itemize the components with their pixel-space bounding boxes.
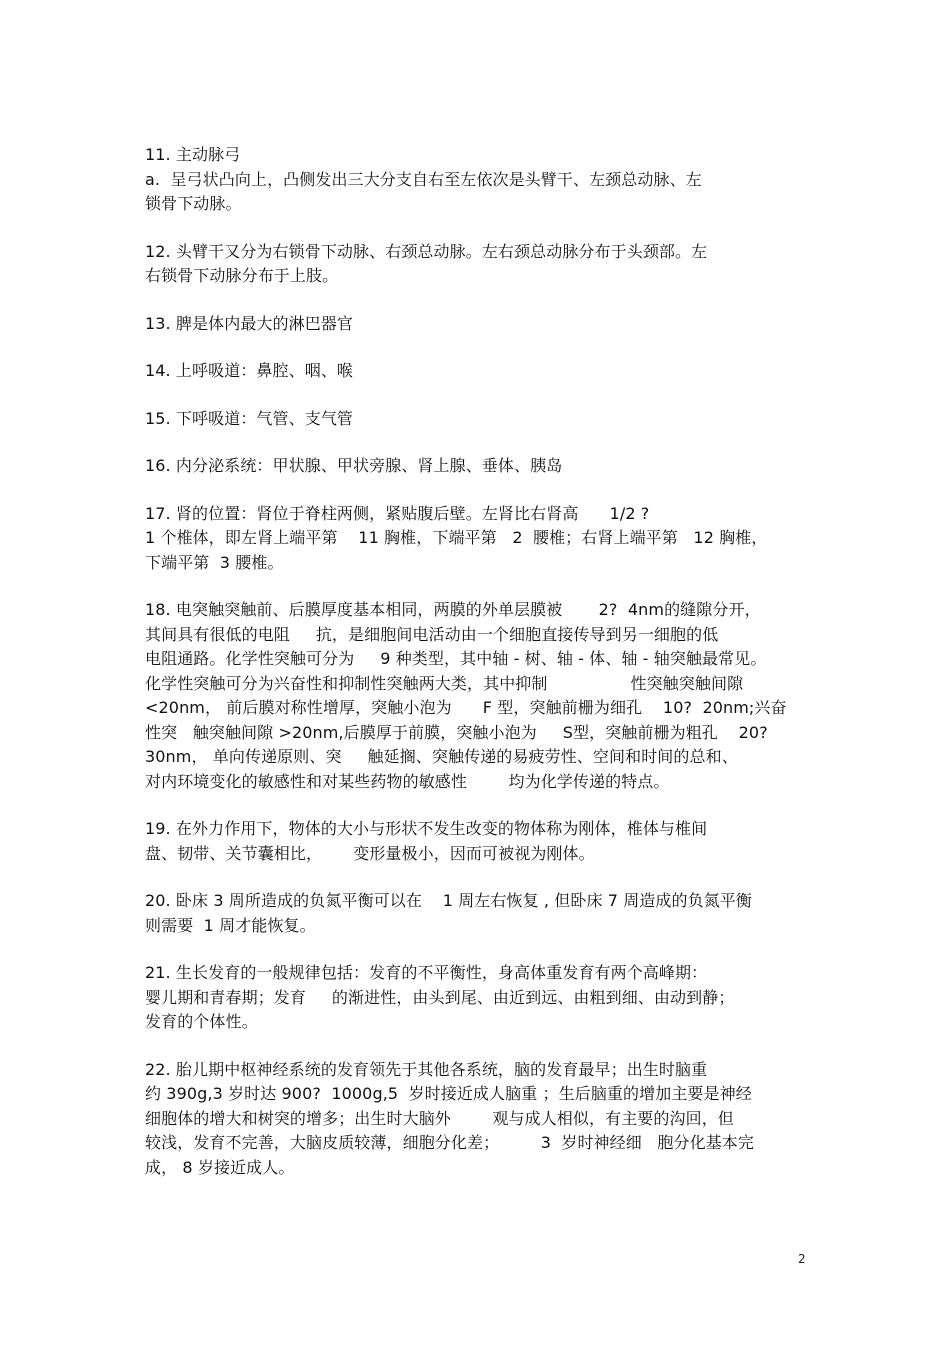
- paragraph: [145, 817, 810, 866]
- text-line: 盘、韧带、关节囊相比， 变形量极小，因而可被视为刚体。: [145, 843, 595, 863]
- document-body: [145, 143, 810, 1203]
- paragraph: [145, 598, 810, 794]
- paragraph: [145, 454, 810, 479]
- text-line: 较浅，发育不完善，大脑皮质较薄，细胞分化差； 3 岁时神经细 胞分化基本完: [145, 1133, 754, 1152]
- text-line: 对内环境变化的敏感性和对某些药物的敏感性 均为化学传递的特点。: [145, 771, 670, 791]
- text-line: 约 390g,3 岁时达 900? 1000g,5 岁时接近成人脑重 ；生后脑重的增加主要是神经: [145, 1084, 752, 1103]
- text-line: 12. 头臂干又分为右锁骨下动脉、右颈总动脉。左右颈总动脉分布于头颈部。左: [145, 241, 708, 261]
- text-line: 右锁骨下动脉分布于上肢。: [145, 266, 339, 285]
- paragraph: [145, 502, 810, 576]
- text-line: 电阻通路。化学性突触可分为 9 种类型，其中轴 - 树、轴 - 体、轴 - 轴突触最常见。: [145, 649, 767, 668]
- paragraph: [145, 1058, 810, 1181]
- text-line: 细胞体的增大和树突的增多；出生时大脑外 观与成人相似，有主要的沟回，但: [145, 1108, 734, 1128]
- text-line: 15. 下呼吸道：气管、支气管: [145, 408, 354, 428]
- page-number: 2: [798, 1252, 806, 1266]
- paragraph: [145, 359, 810, 384]
- paragraph: [145, 143, 810, 217]
- text-line: 13. 脾是体内最大的淋巴器官: [145, 313, 354, 333]
- text-line: 性突 触突触间隙 >20nm,后膜厚于前膜，突触小泡为 S型，突触前栅为粗孔 20?: [145, 722, 768, 742]
- text-line: 则需要 1 周才能恢复。: [145, 915, 316, 935]
- text-line: 21. 生长发育的一般规律包括：发育的不平衡性，身高体重发育有两个高峰期：: [145, 963, 708, 982]
- text-line: 发育的个体性。: [145, 1012, 258, 1031]
- text-line: 18. 电突触突触前、后膜厚度基本相同，两膜的外单层膜被 2? 4nm的缝隙分开，: [145, 600, 761, 619]
- paragraph: [145, 407, 810, 432]
- text-line: a. 呈弓状凸向上，凸侧发出三大分支自右至左依次是头臂干、左颈总动脉、左: [145, 169, 702, 189]
- paragraph: [145, 889, 810, 938]
- text-line: 22. 胎儿期中枢神经系统的发育领先于其他各系统，脑的发育最早；出生时脑重: [145, 1059, 708, 1079]
- text-line: 其间具有很低的电阻 抗，是细胞间电活动由一个细胞直接传导到另一细胞的低: [145, 624, 719, 644]
- text-line: 14. 上呼吸道：鼻腔、咽、喉: [145, 361, 354, 380]
- text-line: 下端平第 3 腰椎。: [145, 552, 284, 572]
- text-line: 19. 在外力作用下，物体的大小与形状不发生改变的物体称为刚体，椎体与椎间: [145, 819, 708, 838]
- text-line: 化学性突触可分为兴奋性和抑制性突触两大类，其中抑制 性突触突触间隙: [145, 673, 744, 693]
- text-line: 1 个椎体，即左肾上端平第 11 胸椎，下端平第 2 腰椎；右肾上端平第 12 胸椎，: [145, 528, 768, 547]
- text-line: 20. 卧床 3 周所造成的负氮平衡可以在 1 周左右恢复 , 但卧床 7 周造成的负氮平衡: [145, 891, 753, 910]
- text-line: 17. 肾的位置：肾位于脊柱两侧，紧贴腹后壁。左肾比右肾高 1/2 ?: [145, 503, 650, 523]
- paragraph: [145, 312, 810, 337]
- paragraph: [145, 240, 810, 289]
- text-line: 30nm， 单向传递原则、突 触延搁、突触传递的易疲劳性、空间和时间的总和、: [145, 747, 738, 766]
- text-line: 11. 主动脉弓: [145, 145, 241, 164]
- text-line: 成， 8 岁接近成人。: [145, 1157, 295, 1177]
- text-line: <20nm， 前后膜对称性增厚，突触小泡为 F 型，突触前栅为细孔 10? 20nm;兴奋: [145, 698, 787, 717]
- paragraph: [145, 961, 810, 1035]
- text-line: 锁骨下动脉。: [145, 194, 242, 213]
- text-line: 16. 内分泌系统：甲状腺、甲状旁腺、肾上腺、垂体、胰岛: [145, 456, 563, 475]
- text-line: 婴儿期和青春期；发育 的渐进性，由头到尾、由近到远、由粗到细、由动到静；: [145, 987, 735, 1007]
